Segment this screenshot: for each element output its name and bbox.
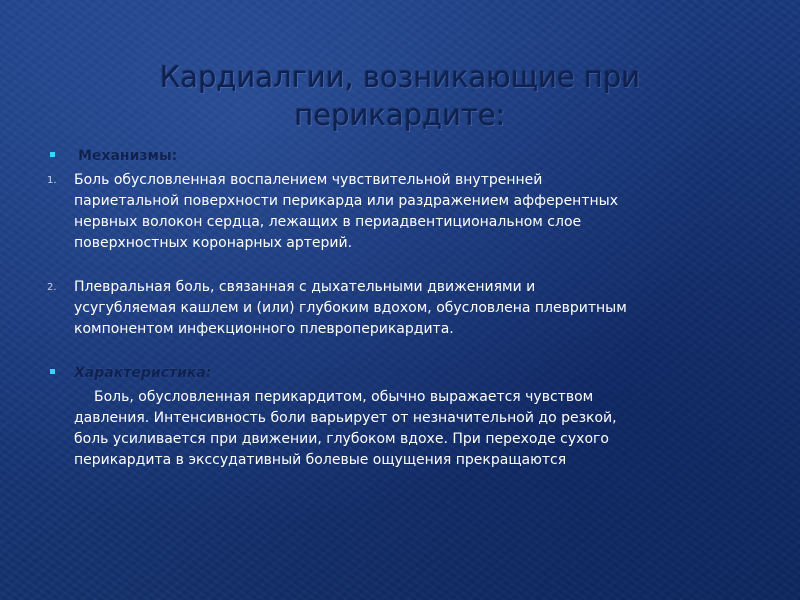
section-characteristics-heading xyxy=(44,363,764,384)
square-bullet-icon xyxy=(50,369,55,374)
paragraph-line: давления. Интенсивность боли варьирует от незначительной до резкой, xyxy=(74,410,617,426)
paragraph-line: боль усиливается при движении, глубоком вдохе. При переходе сухого xyxy=(74,431,609,447)
mechanisms-heading: Механизмы: xyxy=(78,148,178,164)
list-number: 1. xyxy=(47,175,57,186)
title-line-1: Кардиалгии, возникающие при xyxy=(159,60,641,94)
slide-title xyxy=(60,58,740,134)
title-line-2: перикардите: xyxy=(294,98,506,132)
list-item-line: поверхностных коронарных артерий. xyxy=(74,235,353,251)
characteristics-heading: Характеристика: xyxy=(74,365,212,381)
list-number: 2. xyxy=(47,282,57,293)
square-bullet-icon xyxy=(50,152,55,157)
list-item xyxy=(44,277,764,340)
list-item xyxy=(44,170,764,254)
list-item-line: париетальной поверхности перикарда или раздражением афферентных xyxy=(74,193,618,209)
slide-body xyxy=(44,146,764,471)
list-item-line: Боль обусловленная воспалением чувствительной внутренней xyxy=(74,172,543,188)
paragraph-line: Боль, обусловленная перикардитом, обычно выражается чувством xyxy=(94,389,594,405)
characteristics-paragraph xyxy=(44,387,764,471)
list-item-line: Плевральная боль, связанная с дыхательными движениями и xyxy=(74,279,536,295)
section-mechanisms-heading xyxy=(44,146,764,167)
list-item-line: усугубляемая кашлем и (или) глубоким вдохом, обусловлена плевритным xyxy=(74,300,627,316)
list-item-line: компонентом инфекционного плевроперикардита. xyxy=(74,321,454,337)
list-item-line: нервных волокон сердца, лежащих в периадвентициональном слое xyxy=(74,214,582,230)
paragraph-line: перикардита в экссудативный болевые ощущения прекращаются xyxy=(74,452,567,468)
